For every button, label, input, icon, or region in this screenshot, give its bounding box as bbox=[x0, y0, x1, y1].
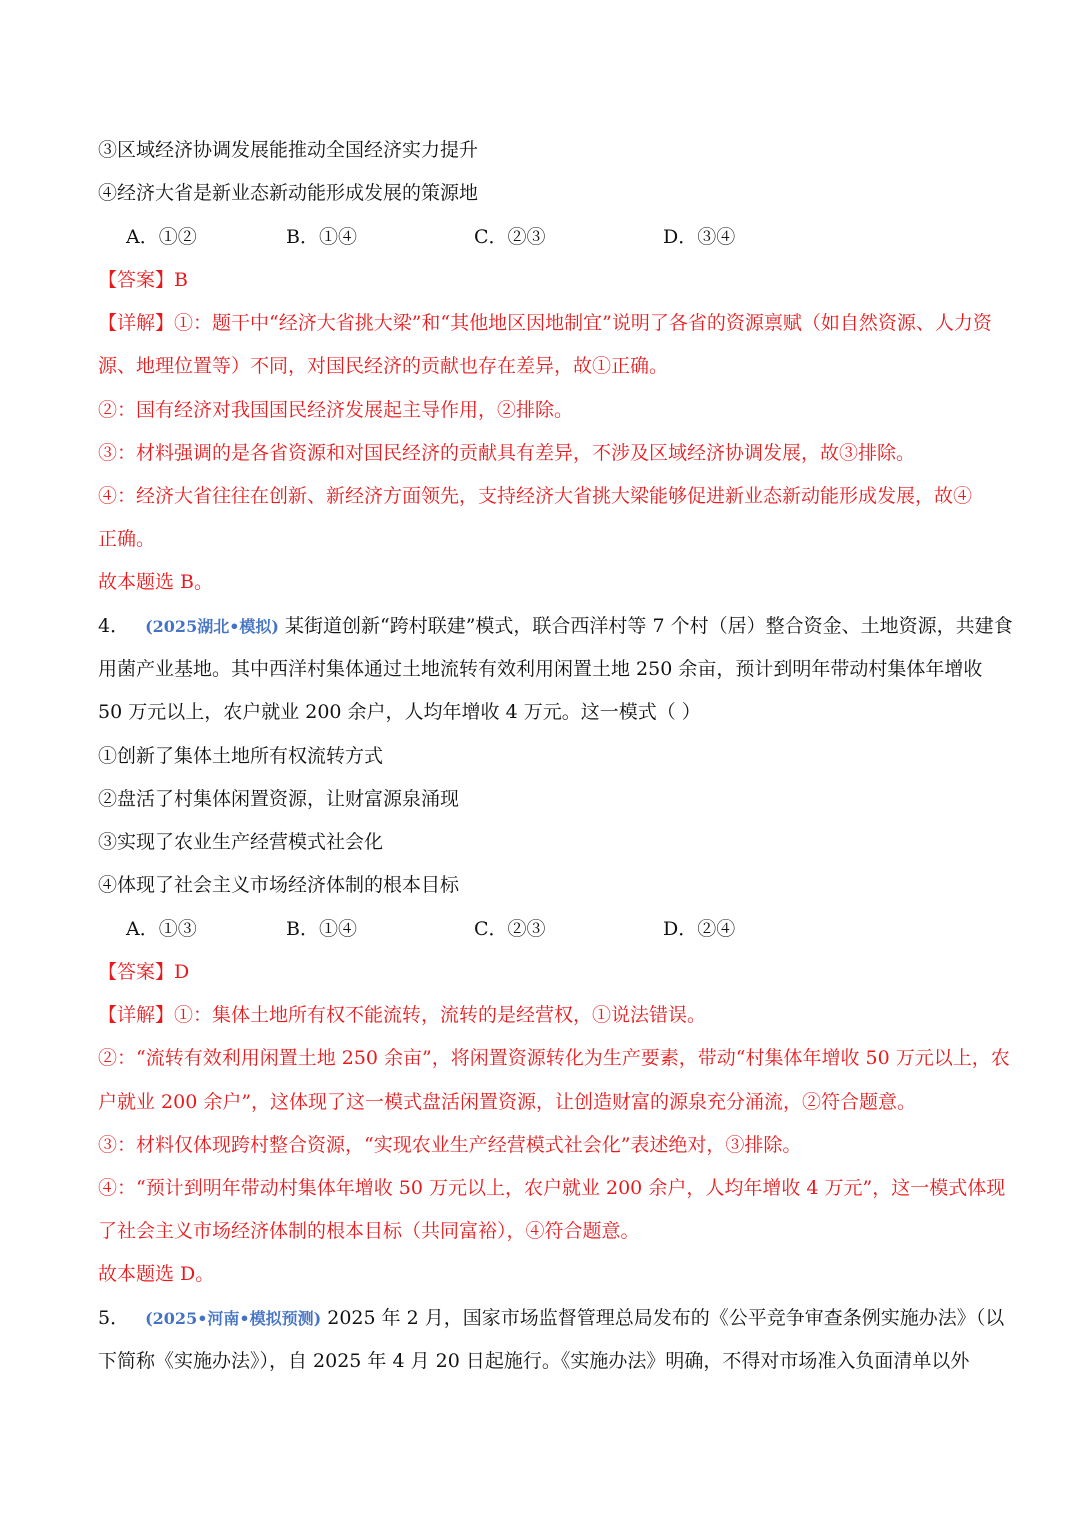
q4-statement-2: ②盘活了村集体闲置资源，让财富源泉涌现 bbox=[98, 788, 460, 810]
q4-detail-line-2: ②：“流转有效利用闲置土地 250 余亩”，将闲置资源转化为生产要素，带动“村集体年增收 50 万元以上，农 bbox=[98, 1047, 1010, 1069]
q5-number: 5． bbox=[98, 1307, 130, 1329]
q3-detail-line-1: 【详解】①：题干中“经济大省挑大梁”和“其他地区因地制宜”说明了各省的资源禀赋（如自然资源、人力资 bbox=[98, 312, 992, 334]
q4-number: 4． bbox=[98, 615, 130, 637]
q4-stem-text-1: 某街道创新“跨村联建”模式，联合西洋村等 7 个村（居）整合资金、土地资源，共建食 bbox=[285, 615, 1013, 637]
q4-statement-4: ④体现了社会主义市场经济体制的根本目标 bbox=[98, 874, 460, 896]
q4-stem-line-1 bbox=[98, 613, 1013, 640]
q3-answer: 【答案】B bbox=[98, 269, 188, 291]
q3-statement-4: ④经济大省是新业态新动能形成发展的策源地 bbox=[98, 182, 479, 204]
q4-answer: 【答案】D bbox=[98, 961, 190, 983]
q4-statement-3: ③实现了农业生产经营模式社会化 bbox=[98, 831, 384, 853]
q5-stem-line-2: 下简称《实施办法》），自 2025 年 4 月 20 日起施行。《实施办法》明确，不得对市场准入负面清单以外 bbox=[98, 1350, 970, 1372]
q4-source-tag: (2025湖北•模拟) bbox=[145, 617, 279, 636]
q3-statement-3: ③区域经济协调发展能推动全国经济实力提升 bbox=[98, 139, 479, 161]
q3-detail-line-3: ②：国有经济对我国国民经济发展起主导作用，②排除。 bbox=[98, 399, 574, 421]
q3-detail-line-5: ④：经济大省往往在创新、新经济方面领先，支持经济大省挑大梁能够促进新业态新动能形成发展，故④ bbox=[98, 485, 973, 507]
q4-option-a: A．①③ bbox=[126, 918, 197, 940]
q3-option-c: C．②③ bbox=[474, 226, 546, 248]
q4-option-c: C．②③ bbox=[474, 918, 546, 940]
q5-source-tag: (2025•河南•模拟预测) bbox=[145, 1309, 322, 1328]
q4-option-b: B．①④ bbox=[286, 918, 357, 940]
q5-stem-line-1 bbox=[98, 1305, 1005, 1332]
q3-conclusion: 故本题选 B。 bbox=[98, 571, 214, 593]
q4-option-d: D．②④ bbox=[663, 918, 736, 940]
q4-detail-line-4: ③：材料仅体现跨村整合资源，“实现农业生产经营模式社会化”表述绝对，③排除。 bbox=[98, 1134, 802, 1156]
q4-conclusion: 故本题选 D。 bbox=[98, 1263, 215, 1285]
q4-detail-line-5: ④：“预计到明年带动村集体年增收 50 万元以上，农户就业 200 余户，人均年增收 4 万元”，这一模式体现 bbox=[98, 1177, 1006, 1199]
q4-stem-line-3: 50 万元以上，农户就业 200 余户，人均年增收 4 万元。这一模式（ ） bbox=[98, 701, 701, 723]
q4-detail-line-3: 户就业 200 余户”，这体现了这一模式盘活闲置资源，让创造财富的源泉充分涌流，②符合题意。 bbox=[98, 1091, 917, 1113]
q4-detail-line-6: 了社会主义市场经济体制的根本目标（共同富裕），④符合题意。 bbox=[98, 1220, 640, 1242]
q3-option-d: D．③④ bbox=[663, 226, 736, 248]
q3-detail-line-6: 正确。 bbox=[98, 528, 156, 550]
q5-stem-text-1: 2025 年 2 月，国家市场监督管理总局发布的《公平竞争审查条例实施办法》（以 bbox=[327, 1307, 1005, 1329]
q3-detail-line-2: 源、地理位置等）不同，对国民经济的贡献也存在差异，故①正确。 bbox=[98, 355, 669, 377]
q4-stem-line-2: 用菌产业基地。其中西洋村集体通过土地流转有效利用闲置土地 250 余亩，预计到明年带动村集体年增收 bbox=[98, 658, 983, 680]
q4-statement-1: ①创新了集体土地所有权流转方式 bbox=[98, 745, 384, 767]
q3-option-a: A．①② bbox=[126, 226, 197, 248]
q3-detail-line-4: ③：材料强调的是各省资源和对国民经济的贡献具有差异，不涉及区域经济协调发展，故③排除。 bbox=[98, 442, 916, 464]
q4-detail-line-1: 【详解】①：集体土地所有权不能流转，流转的是经营权，①说法错误。 bbox=[98, 1004, 707, 1026]
q3-option-b: B．①④ bbox=[286, 226, 357, 248]
